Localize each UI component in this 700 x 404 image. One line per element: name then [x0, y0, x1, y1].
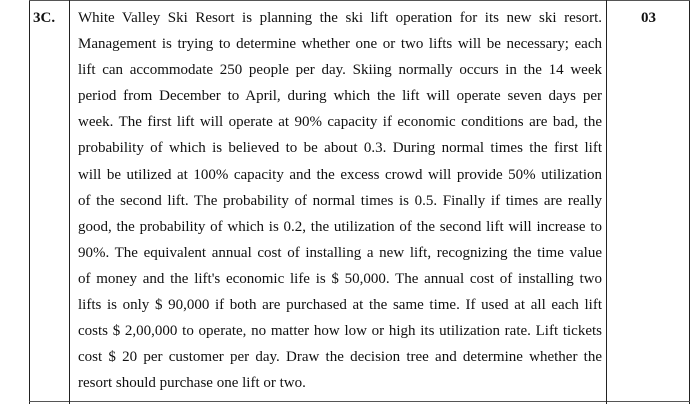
question-line: probability of which is believed to be about 0.3. During normal times the first lift	[78, 140, 602, 157]
question-line: lifts is only $ 90,000 if both are purchased at the same time. If used at all each lift	[78, 297, 602, 314]
table-top-border	[29, 0, 690, 1]
question-line: lift can accommodate 250 people per day. Skiing normally occurs in the 14 week	[78, 62, 602, 79]
question-line: good, the probability of which is 0.2, the utilization of the second lift will increase to	[78, 218, 602, 235]
column-divider-number	[69, 0, 70, 404]
question-line: 90%. The equivalent annual cost of installing a new lift, recognizing the time value	[78, 244, 602, 261]
question-line: period from December to April, during which the lift will operate seven days per	[78, 88, 602, 105]
question-number: 3C.	[33, 10, 56, 26]
table-bottom-border	[29, 401, 690, 402]
question-line: week. The first lift will operate at 90% capacity if economic conditions are bad, the	[78, 114, 602, 131]
question-text	[78, 5, 602, 396]
question-line: Management is trying to determine whether one or two lifts will be necessary; each	[78, 36, 602, 53]
column-divider-marks	[606, 0, 607, 404]
question-line: of money and the lift's economic life is $ 50,000. The annual cost of installing two	[78, 270, 602, 287]
question-line: White Valley Ski Resort is planning the ski lift operation for its new ski resort.	[78, 10, 602, 26]
question-line: costs $ 2,00,000 to operate, no matter how low or high its utilization rate. Lift tickets	[78, 323, 602, 340]
question-line: cost $ 20 per customer per day. Draw the decision tree and determine whether the	[78, 349, 602, 366]
question-line: resort should purchase one lift or two.	[78, 375, 306, 392]
question-line: of the second lift. The probability of normal times is 0.5. Finally if times are really	[78, 192, 602, 209]
question-marks: 03	[641, 10, 656, 26]
question-line: will be utilized at 100% capacity and the excess crowd will provide 50% utilization	[78, 166, 602, 183]
